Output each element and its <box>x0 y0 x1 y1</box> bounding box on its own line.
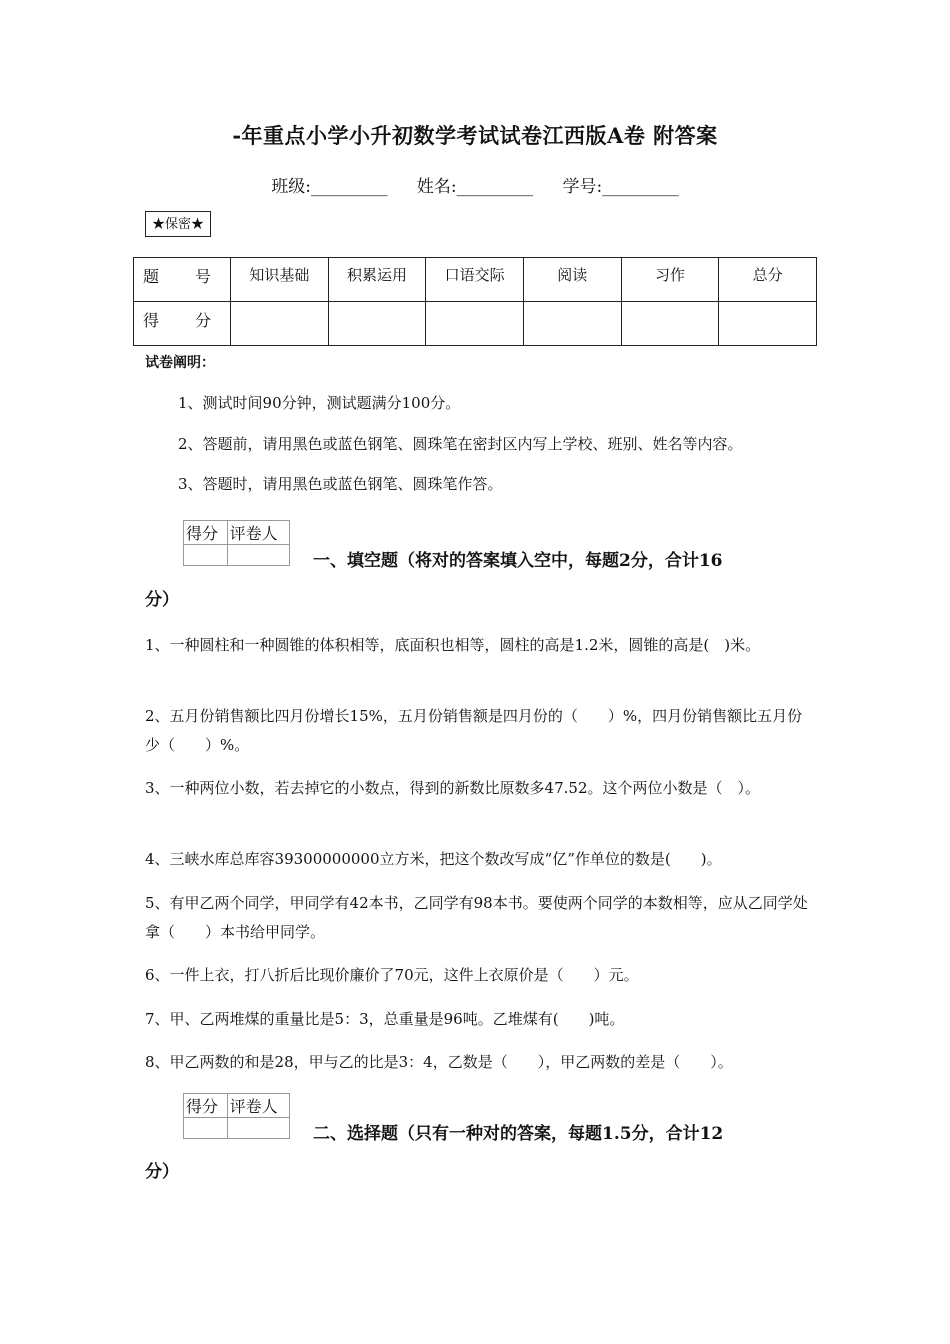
question-2: 2、五月份销售额比四月份增长15%，五月份销售额是四月份的（ ）%，四月份销售额比五月份少（ ）%。 <box>145 707 803 754</box>
grader-box-2 <box>183 1093 290 1139</box>
score-header-cell: 习作 <box>621 258 719 302</box>
grader-name-cell <box>227 545 289 566</box>
note-item: 1、测试时间90分钟，测试题满分100分。 <box>178 394 461 412</box>
question-7: 7、甲、乙两堆煤的重量比是5：3，总重量是96吨。乙堆煤有( )吨。 <box>145 1010 625 1028</box>
student-info-line <box>0 172 950 197</box>
score-cell <box>621 302 719 346</box>
score-cell <box>231 302 329 346</box>
score-header-cell: 阅读 <box>523 258 621 302</box>
section2-heading-tail: 分） <box>145 1162 179 1182</box>
class-blank: _________ <box>310 177 388 197</box>
question-1: 1、一种圆柱和一种圆锥的体积相等，底面积也相等，圆柱的高是1.2米，圆锥的高是( )米。 <box>145 636 761 654</box>
grader-score-label: 得分 <box>184 521 228 545</box>
score-cell <box>523 302 621 346</box>
score-header-cell: 知识基础 <box>231 258 329 302</box>
section1-heading-tail: 分） <box>145 590 179 610</box>
section1-heading: 一、填空题（将对的答案填入空中，每题2分，合计16 <box>313 551 723 571</box>
score-cell <box>719 302 817 346</box>
question-8: 8、甲乙两数的和是28，甲与乙的比是3：4，乙数是（ ），甲乙两数的差是（ ）。 <box>145 1053 733 1071</box>
note-item: 2、答题前，请用黑色或蓝色钢笔、圆珠笔在密封区内写上学校、班别、姓名等内容。 <box>178 435 743 453</box>
score-table-header-row <box>134 258 817 302</box>
score-table <box>133 257 817 346</box>
id-field <box>563 177 679 197</box>
score-header-cell: 总分 <box>719 258 817 302</box>
id-blank: _________ <box>602 177 679 197</box>
question-6: 6、一件上衣，打八折后比现价廉价了70元，这件上衣原价是（ ）元。 <box>145 966 639 984</box>
grader-box-1 <box>183 520 290 566</box>
class-field <box>271 177 387 197</box>
notes-title: 试卷阐明： <box>145 355 215 371</box>
grader-score-cell <box>184 545 228 566</box>
note-item: 3、答题时，请用黑色或蓝色钢笔、圆珠笔作答。 <box>178 475 503 493</box>
score-cell <box>328 302 426 346</box>
grader-score-cell <box>184 1118 228 1139</box>
grader-score-label: 得分 <box>184 1094 228 1118</box>
name-field <box>417 177 533 197</box>
grader-name-cell <box>227 1118 289 1139</box>
page-title: -年重点小学小升初数学考试试卷江西版A卷 附答案 <box>232 123 718 148</box>
secret-badge: ★保密★ <box>145 211 211 237</box>
id-label: 学号: <box>562 177 603 197</box>
name-blank: _________ <box>456 177 534 197</box>
section2-heading: 二、选择题（只有一种对的答案，每题1.5分，合计12 <box>313 1124 724 1144</box>
name-label: 姓名: <box>416 177 457 197</box>
score-cell <box>426 302 524 346</box>
score-header-cell: 题 号 <box>134 258 231 302</box>
question-3: 3、一种两位小数，若去掉它的小数点，得到的新数比原数多47.52。这个两位小数是（ ）。 <box>145 779 760 797</box>
grader-name-label: 评卷人 <box>227 521 289 545</box>
question-4: 4、三峡水库总库容39300000000立方米，把这个数改写成“亿”作单位的数是( )。 <box>145 850 722 868</box>
score-header-cell: 口语交际 <box>426 258 524 302</box>
class-label: 班级: <box>271 177 311 197</box>
grader-name-label: 评卷人 <box>227 1094 289 1118</box>
score-row-label: 得 分 <box>134 302 231 346</box>
score-header-cell: 积累运用 <box>328 258 426 302</box>
score-table-score-row <box>134 302 817 346</box>
question-5: 5、有甲乙两个同学，甲同学有42本书，乙同学有98本书。要使两个同学的本数相等，应从乙同学处拿（ ）本书给甲同学。 <box>145 894 808 941</box>
